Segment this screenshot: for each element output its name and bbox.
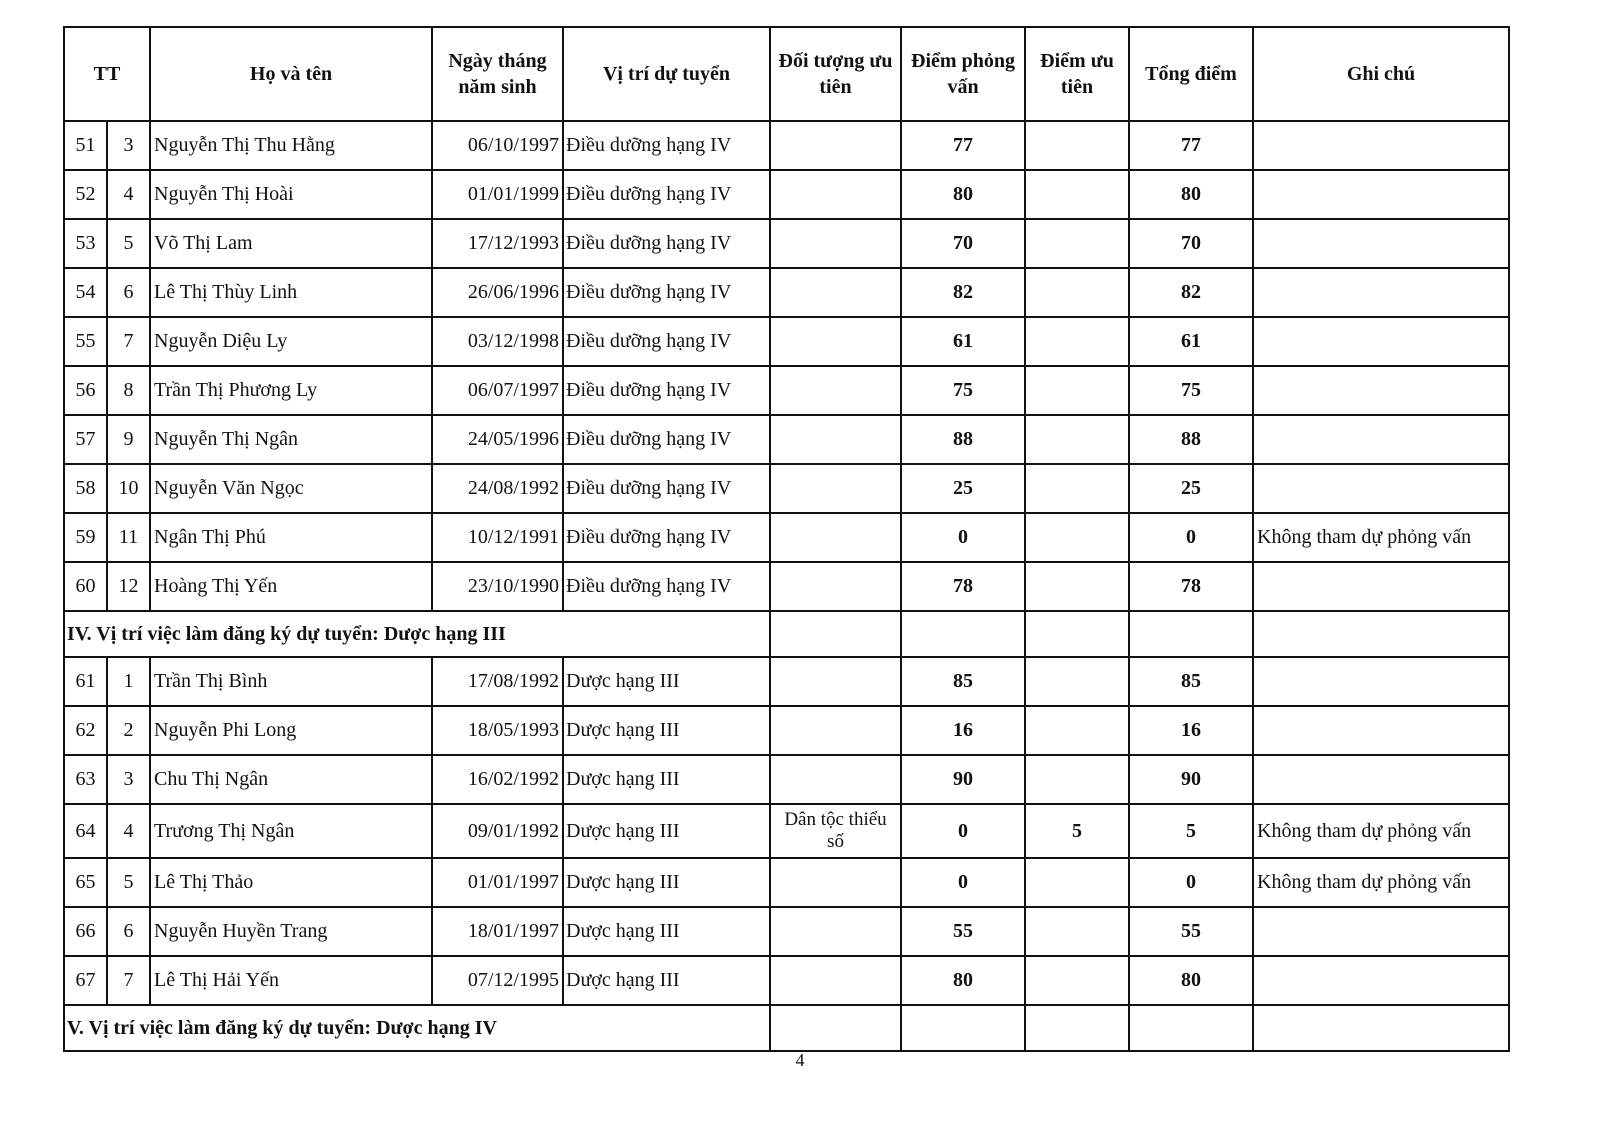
table-row [64, 219, 1509, 268]
note-cell [1253, 415, 1509, 464]
table-row [64, 804, 1509, 858]
position-cell: Điều dưỡng hạng IV [563, 121, 770, 170]
candidate-name-cell: Nguyễn Diệu Ly [150, 317, 432, 366]
candidate-name-cell: Nguyễn Huyền Trang [150, 907, 432, 956]
priority-group-cell [770, 513, 901, 562]
priority-group-cell [770, 858, 901, 907]
priority-score-cell: 5 [1025, 804, 1129, 858]
row-index-cell: 61 [64, 657, 107, 706]
candidate-name-cell: Nguyễn Thị Thu Hằng [150, 121, 432, 170]
total-score-cell: 88 [1129, 415, 1253, 464]
priority-group-cell [770, 907, 901, 956]
row-group-index-cell: 4 [107, 804, 150, 858]
interview-score-cell: 82 [901, 268, 1025, 317]
row-index-cell: 62 [64, 706, 107, 755]
position-cell: Dược hạng III [563, 755, 770, 804]
row-index-cell: 58 [64, 464, 107, 513]
note-cell [1253, 121, 1509, 170]
date-of-birth-cell: 24/05/1996 [432, 415, 563, 464]
table-row [64, 956, 1509, 1005]
priority-score-cell [1025, 219, 1129, 268]
table-row [64, 415, 1509, 464]
row-index-cell: 66 [64, 907, 107, 956]
table-row [64, 513, 1509, 562]
header-row [64, 27, 1509, 121]
date-of-birth-cell: 07/12/1995 [432, 956, 563, 1005]
row-group-index-cell: 3 [107, 121, 150, 170]
note-cell [1253, 562, 1509, 611]
candidate-name-cell: Ngân Thị Phú [150, 513, 432, 562]
table-row [64, 268, 1509, 317]
total-score-cell: 80 [1129, 956, 1253, 1005]
row-index-cell: 65 [64, 858, 107, 907]
note-cell [1253, 464, 1509, 513]
table-row [64, 858, 1509, 907]
priority-score-cell [1025, 464, 1129, 513]
interview-score-cell: 0 [901, 804, 1025, 858]
row-group-index-cell: 5 [107, 858, 150, 907]
total-score-cell: 25 [1129, 464, 1253, 513]
header-total-score: Tổng điểm [1129, 27, 1253, 121]
interview-score-cell: 80 [901, 170, 1025, 219]
interview-score-cell: 0 [901, 513, 1025, 562]
candidate-name-cell: Lê Thị Thùy Linh [150, 268, 432, 317]
table-row [64, 464, 1509, 513]
position-cell: Điều dưỡng hạng IV [563, 219, 770, 268]
date-of-birth-cell: 03/12/1998 [432, 317, 563, 366]
row-index-cell: 63 [64, 755, 107, 804]
total-score-cell: 77 [1129, 121, 1253, 170]
note-cell [1253, 317, 1509, 366]
section-iv [64, 611, 1509, 657]
priority-group-cell [770, 415, 901, 464]
position-cell: Điều dưỡng hạng IV [563, 268, 770, 317]
priority-group-cell [770, 121, 901, 170]
position-cell: Điều dưỡng hạng IV [563, 366, 770, 415]
priority-group-cell [770, 219, 901, 268]
header-name: Họ và tên [150, 27, 432, 121]
section-v [64, 1005, 1509, 1051]
row-index-cell: 60 [64, 562, 107, 611]
table-row [64, 755, 1509, 804]
total-score-cell: 61 [1129, 317, 1253, 366]
row-group-index-cell: 9 [107, 415, 150, 464]
interview-score-cell: 77 [901, 121, 1025, 170]
header-position: Vị trí dự tuyển [563, 27, 770, 121]
interview-score-cell: 75 [901, 366, 1025, 415]
row-group-index-cell: 8 [107, 366, 150, 415]
table-body-pharmacy [64, 657, 1509, 1005]
priority-group-cell [770, 464, 901, 513]
row-index-cell: 54 [64, 268, 107, 317]
row-group-index-cell: 1 [107, 657, 150, 706]
section-row-v [64, 1005, 1509, 1051]
note-cell [1253, 366, 1509, 415]
priority-score-cell [1025, 956, 1129, 1005]
table-row [64, 706, 1509, 755]
date-of-birth-cell: 16/02/1992 [432, 755, 563, 804]
date-of-birth-cell: 01/01/1997 [432, 858, 563, 907]
interview-score-cell: 25 [901, 464, 1025, 513]
row-group-index-cell: 6 [107, 268, 150, 317]
date-of-birth-cell: 23/10/1990 [432, 562, 563, 611]
candidate-name-cell: Trần Thị Bình [150, 657, 432, 706]
date-of-birth-cell: 06/07/1997 [432, 366, 563, 415]
interview-score-cell: 90 [901, 755, 1025, 804]
header-priority-group: Đối tượng ưu tiên [770, 27, 901, 121]
priority-group-cell [770, 366, 901, 415]
priority-group-cell: Dân tộc thiểu số [770, 804, 901, 858]
row-group-index-cell: 10 [107, 464, 150, 513]
note-cell: Không tham dự phỏng vấn [1253, 858, 1509, 907]
table-row [64, 562, 1509, 611]
header-interview-score: Điểm phỏng vấn [901, 27, 1025, 121]
priority-score-cell [1025, 317, 1129, 366]
position-cell: Điều dưỡng hạng IV [563, 317, 770, 366]
priority-score-cell [1025, 858, 1129, 907]
priority-score-cell [1025, 657, 1129, 706]
date-of-birth-cell: 18/01/1997 [432, 907, 563, 956]
date-of-birth-cell: 17/12/1993 [432, 219, 563, 268]
candidate-name-cell: Chu Thị Ngân [150, 755, 432, 804]
priority-score-cell [1025, 562, 1129, 611]
candidate-name-cell: Võ Thị Lam [150, 219, 432, 268]
row-group-index-cell: 7 [107, 956, 150, 1005]
interview-score-cell: 61 [901, 317, 1025, 366]
note-cell [1253, 657, 1509, 706]
total-score-cell: 0 [1129, 858, 1253, 907]
position-cell: Dược hạng III [563, 706, 770, 755]
total-score-cell: 85 [1129, 657, 1253, 706]
row-index-cell: 59 [64, 513, 107, 562]
position-cell: Điều dưỡng hạng IV [563, 464, 770, 513]
row-group-index-cell: 3 [107, 755, 150, 804]
date-of-birth-cell: 17/08/1992 [432, 657, 563, 706]
interview-score-cell: 0 [901, 858, 1025, 907]
row-index-cell: 64 [64, 804, 107, 858]
header-dob: Ngày tháng năm sinh [432, 27, 563, 121]
row-index-cell: 56 [64, 366, 107, 415]
note-cell [1253, 907, 1509, 956]
date-of-birth-cell: 18/05/1993 [432, 706, 563, 755]
position-cell: Dược hạng III [563, 907, 770, 956]
row-index-cell: 57 [64, 415, 107, 464]
position-cell: Dược hạng III [563, 858, 770, 907]
date-of-birth-cell: 01/01/1999 [432, 170, 563, 219]
page-number: 4 [795, 1050, 805, 1070]
note-cell [1253, 219, 1509, 268]
interview-score-cell: 85 [901, 657, 1025, 706]
priority-group-cell [770, 170, 901, 219]
interview-score-cell: 78 [901, 562, 1025, 611]
note-cell [1253, 956, 1509, 1005]
note-cell [1253, 170, 1509, 219]
row-group-index-cell: 6 [107, 907, 150, 956]
header-note: Ghi chú [1253, 27, 1509, 121]
candidate-name-cell: Nguyễn Thị Hoài [150, 170, 432, 219]
position-cell: Dược hạng III [563, 657, 770, 706]
note-cell [1253, 268, 1509, 317]
candidate-name-cell: Lê Thị Thảo [150, 858, 432, 907]
table-body-nursing [64, 121, 1509, 611]
interview-score-cell: 55 [901, 907, 1025, 956]
position-cell: Điều dưỡng hạng IV [563, 415, 770, 464]
priority-score-cell [1025, 907, 1129, 956]
priority-score-cell [1025, 706, 1129, 755]
section-row-iv [64, 611, 1509, 657]
header-priority-score: Điểm ưu tiên [1025, 27, 1129, 121]
row-group-index-cell: 11 [107, 513, 150, 562]
row-group-index-cell: 4 [107, 170, 150, 219]
section-iv-label: IV. Vị trí việc làm đăng ký dự tuyển: Dược hạng III [64, 611, 770, 657]
position-cell: Dược hạng III [563, 956, 770, 1005]
priority-group-cell [770, 268, 901, 317]
note-cell [1253, 706, 1509, 755]
interview-score-cell: 70 [901, 219, 1025, 268]
total-score-cell: 78 [1129, 562, 1253, 611]
table-row [64, 907, 1509, 956]
interview-score-cell: 80 [901, 956, 1025, 1005]
candidate-name-cell: Nguyễn Văn Ngọc [150, 464, 432, 513]
row-group-index-cell: 12 [107, 562, 150, 611]
priority-group-cell [770, 956, 901, 1005]
priority-group-cell [770, 657, 901, 706]
priority-score-cell [1025, 513, 1129, 562]
row-group-index-cell: 2 [107, 706, 150, 755]
priority-group-cell [770, 755, 901, 804]
candidate-name-cell: Trương Thị Ngân [150, 804, 432, 858]
candidate-name-cell: Lê Thị Hải Yến [150, 956, 432, 1005]
table-row [64, 366, 1509, 415]
total-score-cell: 80 [1129, 170, 1253, 219]
position-cell: Điều dưỡng hạng IV [563, 513, 770, 562]
priority-score-cell [1025, 415, 1129, 464]
candidate-name-cell: Nguyễn Thị Ngân [150, 415, 432, 464]
row-index-cell: 53 [64, 219, 107, 268]
section-v-label: V. Vị trí việc làm đăng ký dự tuyển: Dược hạng IV [64, 1005, 770, 1051]
table-row [64, 317, 1509, 366]
row-group-index-cell: 5 [107, 219, 150, 268]
candidate-name-cell: Trần Thị Phương Ly [150, 366, 432, 415]
table-row [64, 170, 1509, 219]
priority-score-cell [1025, 268, 1129, 317]
total-score-cell: 16 [1129, 706, 1253, 755]
date-of-birth-cell: 06/10/1997 [432, 121, 563, 170]
table-row [64, 121, 1509, 170]
date-of-birth-cell: 24/08/1992 [432, 464, 563, 513]
priority-score-cell [1025, 170, 1129, 219]
total-score-cell: 55 [1129, 907, 1253, 956]
row-group-index-cell: 7 [107, 317, 150, 366]
table-row [64, 657, 1509, 706]
total-score-cell: 5 [1129, 804, 1253, 858]
total-score-cell: 75 [1129, 366, 1253, 415]
row-index-cell: 52 [64, 170, 107, 219]
header-tt: TT [64, 27, 150, 121]
candidate-name-cell: Hoàng Thị Yến [150, 562, 432, 611]
priority-score-cell [1025, 121, 1129, 170]
date-of-birth-cell: 26/06/1996 [432, 268, 563, 317]
results-table [63, 26, 1510, 1052]
interview-score-cell: 88 [901, 415, 1025, 464]
priority-score-cell [1025, 366, 1129, 415]
position-cell: Điều dưỡng hạng IV [563, 170, 770, 219]
note-cell: Không tham dự phỏng vấn [1253, 513, 1509, 562]
priority-score-cell [1025, 755, 1129, 804]
note-cell [1253, 755, 1509, 804]
note-cell: Không tham dự phỏng vấn [1253, 804, 1509, 858]
total-score-cell: 0 [1129, 513, 1253, 562]
date-of-birth-cell: 09/01/1992 [432, 804, 563, 858]
total-score-cell: 82 [1129, 268, 1253, 317]
row-index-cell: 55 [64, 317, 107, 366]
priority-group-cell [770, 706, 901, 755]
priority-group-cell [770, 317, 901, 366]
position-cell: Điều dưỡng hạng IV [563, 562, 770, 611]
priority-group-cell [770, 562, 901, 611]
total-score-cell: 90 [1129, 755, 1253, 804]
candidate-name-cell: Nguyễn Phi Long [150, 706, 432, 755]
row-index-cell: 67 [64, 956, 107, 1005]
interview-score-cell: 16 [901, 706, 1025, 755]
position-cell: Dược hạng III [563, 804, 770, 858]
row-index-cell: 51 [64, 121, 107, 170]
date-of-birth-cell: 10/12/1991 [432, 513, 563, 562]
total-score-cell: 70 [1129, 219, 1253, 268]
